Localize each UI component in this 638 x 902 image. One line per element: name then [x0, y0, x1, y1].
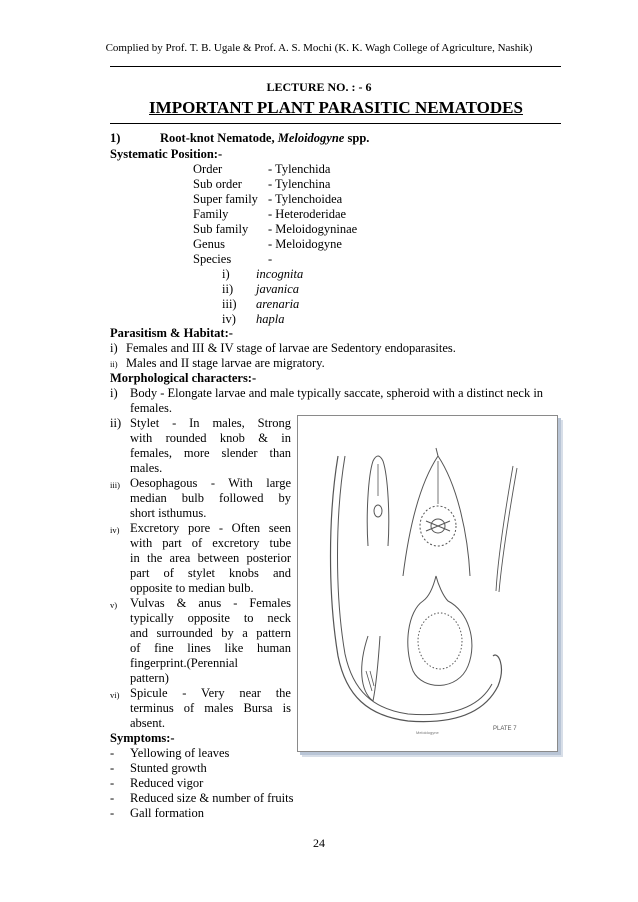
systematic-table — [193, 162, 357, 267]
morph-item-stylet: ii) Stylet - In males, Strong with rounded knob & in females, more slender than males. — [110, 416, 291, 475]
page-number: 24 — [313, 836, 325, 850]
taxon-row: Sub order - Tylenchina — [193, 177, 331, 191]
taxon-row: Family - Heteroderidae — [193, 207, 347, 221]
nematode-plate-figure — [297, 415, 558, 752]
symptom-item: - Stunted growth — [110, 761, 207, 775]
taxon-row: Super family - Tylenchoidea — [193, 192, 343, 206]
morph-item-excretory-pore: iv) Excretory pore - Often seen with part of excretory tube in the area between posterior part of stylet knobs and opposite to median bulb. — [110, 521, 291, 595]
symptom-item: - Yellowing of leaves — [110, 746, 230, 760]
morph-item-spicule: vi) Spicule - Very near the terminus of males Bursa is absent. — [110, 686, 291, 730]
species-list — [222, 267, 303, 327]
plate-label: PLATE 7 — [493, 726, 517, 732]
species-item: iii) arenaria — [222, 297, 300, 311]
symptom-item: - Reduced size & number of fruits — [110, 791, 294, 805]
morph-item-oesophagous: iii) Oesophagous - With large median bulb followed by short isthumus. — [110, 476, 291, 520]
section-heading: Root-knot Nematode, Meloidogyne spp. — [160, 131, 370, 145]
taxon-row: Sub family - Meloidogyninae — [193, 222, 358, 236]
species-item: iv) hapla — [222, 312, 285, 326]
morph-heading: Morphological characters:- — [110, 371, 257, 385]
species-item: i) incognita — [222, 267, 304, 281]
section-number: 1) — [110, 131, 121, 145]
symptoms-heading: Symptoms:- — [110, 731, 175, 745]
title-rule — [110, 123, 561, 124]
taxon-row: Order - Tylenchida — [193, 162, 331, 176]
systematic-heading: Systematic Position:- — [110, 147, 223, 161]
page-title: IMPORTANT PLANT PARASITIC NEMATODES — [149, 98, 523, 117]
morph-item-vulvas-anus: v) Vulvas & anus - Females typically opposite to neck and surrounded by a pattern of fine lines like human fingerprint.(Perennial pattern) — [110, 596, 291, 685]
morph-item-body: i) Body - Elongate larvae and male typically saccate, spheroid with a distinct neck in females. — [110, 386, 544, 415]
parasitism-heading: Parasitism & Habitat:- — [110, 326, 233, 340]
taxon-row: Genus - Meloidogyne — [193, 237, 342, 251]
parasitism-item: ii) Males and II stage larvae are migratory. — [110, 356, 325, 370]
parasitism-item: i) Females and III & IV stage of larvae are Sedentory endoparasites. — [110, 341, 456, 355]
species-item: ii) javanica — [222, 282, 300, 296]
plate-caption: Meloidogyne — [416, 730, 439, 735]
taxon-row: Species - — [193, 252, 273, 266]
nematode-illustration — [298, 416, 557, 751]
symptoms-list — [110, 746, 294, 821]
page-header-credit: Complied by Prof. T. B. Ugale & Prof. A. S. Mochi (K. K. Wagh College of Agriculture, Nashik) — [105, 42, 533, 54]
header-rule — [110, 66, 561, 67]
genus-name: Meloidogyne — [277, 131, 345, 145]
lecture-number: LECTURE NO. : - 6 — [266, 80, 372, 94]
symptom-item: - Gall formation — [110, 806, 204, 820]
symptom-item: - Reduced vigor — [110, 776, 204, 790]
